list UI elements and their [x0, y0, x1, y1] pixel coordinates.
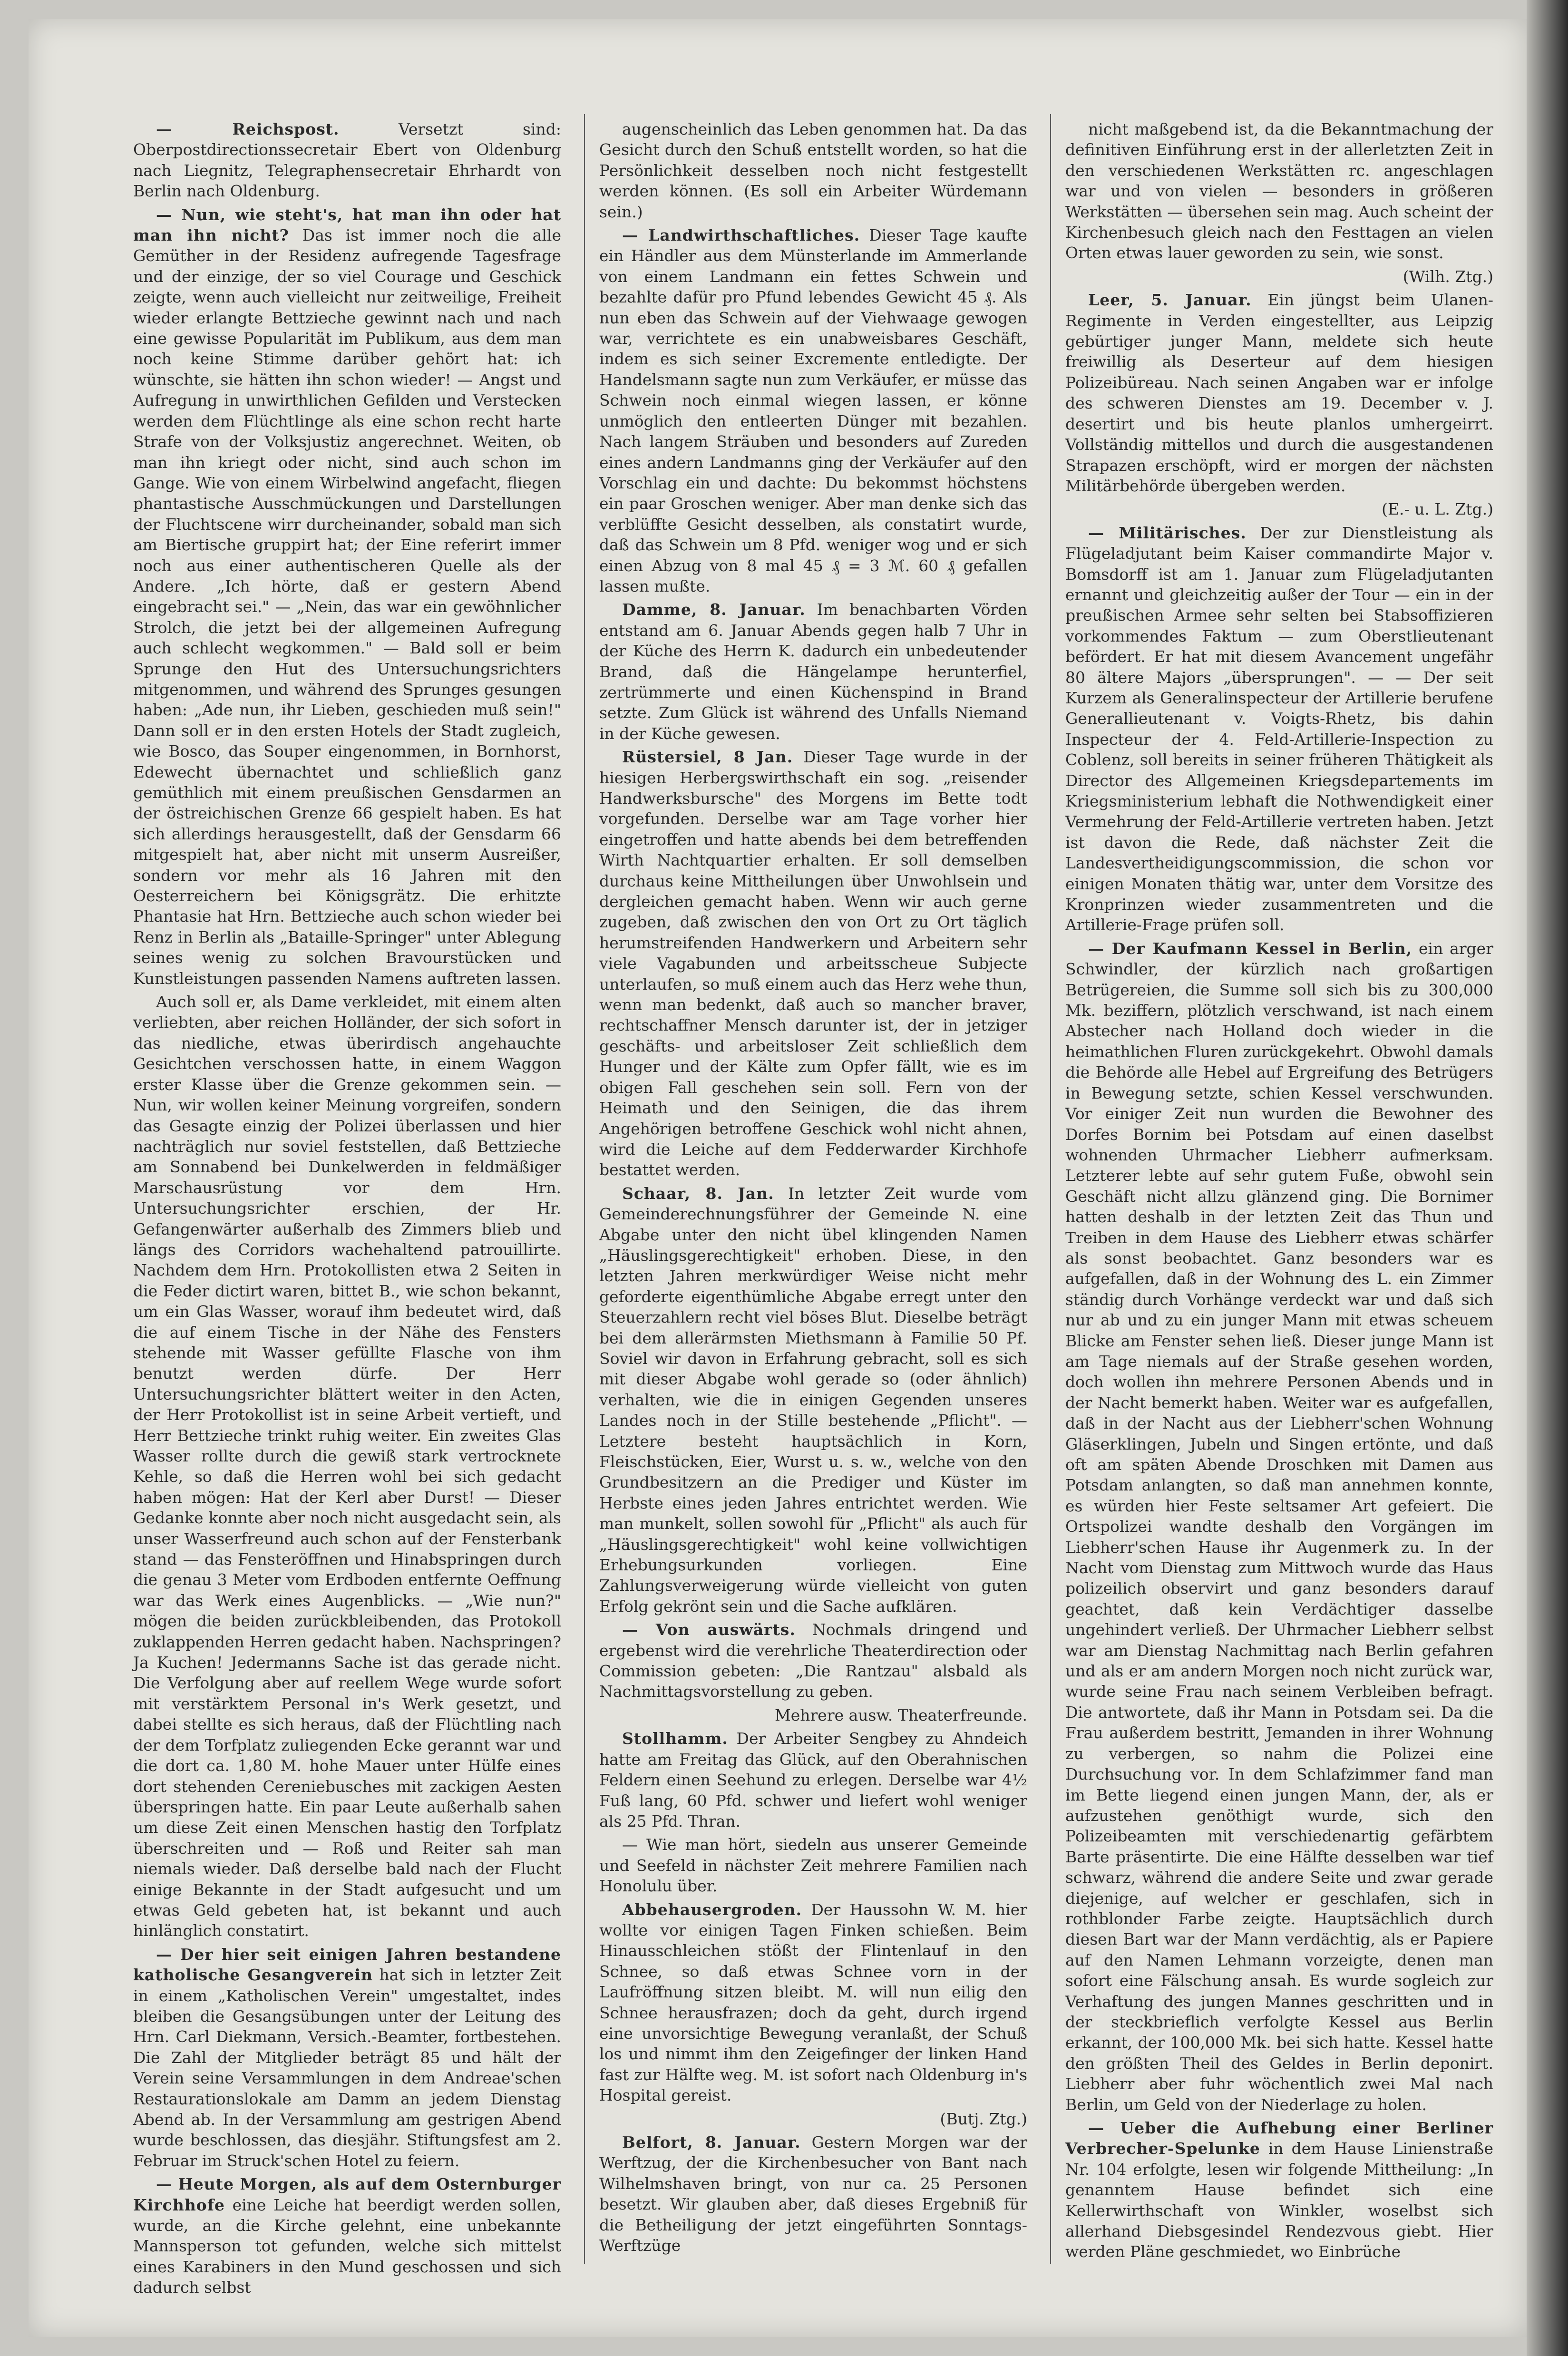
- article-headline: — Von auswärts.: [622, 1620, 796, 1639]
- article-headline: — Nun, wie steht's, hat man ihn oder hat man ihn nicht?: [133, 205, 561, 245]
- article-text: — Wie man hört, siedeln aus unserer Gemeinde und Seefeld in nächster Zeit mehrere Familien nach Honolulu über.: [599, 1835, 1027, 1896]
- article-text: Im benachbarten Vörden entstand am 6. Januar Abends gegen halb 7 Uhr in der Küche des Herrn K. dadurch ein unbedeutender Brand, daß die Hängelampe herunterfiel, zertrümmerte und einen Küchenspind in Brand setzte. Zum Glück ist während des Unfalls Niemand in der Küche gewesen.: [599, 600, 1027, 743]
- column-rule: [584, 114, 585, 2264]
- article-text: nicht maßgebend ist, da die Bekanntmachung der definitiven Einführung erst in der allerletzten Zeit in den verschiedenen Werkstätten rc. angeschlagen war und von vielen — besonders in größeren Werkstätten — übersehen sein mag. Auch scheint der Kirchenbesuch gleich nach den Festtagen an vielen Orten etwas lauer geworden zu sein, wie sonst.: [1065, 120, 1493, 263]
- article-text: Mehrere ausw. Theaterfreunde.: [774, 1705, 1027, 1724]
- article-text: hat sich in letzter Zeit in einem „Katholischen Verein" umgestaltet, indes bleiben die Gesangsübungen unter der Leitung des Hrn. Carl Diekmann, Versich.-Beamter, fortbestehen. Die Zahl der Mitglieder beträgt 85 und hält der Verein seine Versammlungen in dem Andreae'schen Restaurationslokale am Damm an jedem Dienstag Abend ab. In der Versammlung am gestrigen Abend wurde beschlossen, das diesjähr. Stiftungsfest am 2. Februar im Struck'schen Hotel zu feiern.: [133, 1966, 561, 2170]
- article-headline: Rüstersiel, 8 Jan.: [622, 748, 793, 767]
- article-headline: Leer, 5. Januar.: [1088, 291, 1252, 310]
- article-headline: — Heute Morgen, als auf dem Osternburger Kirchhofe: [133, 2175, 561, 2214]
- article-paragraph: [1065, 499, 1493, 519]
- article-headline: Belfort, 8. Januar.: [622, 2133, 801, 2152]
- article-text: ein arger Schwindler, der kürzlich nach großartigen Betrügereien, die Summe soll sich bis zu 300,000 Mk. beziffern, plötzlich verschwand, ist nach einem Abstecher nach Holland doch wieder in die heimathlichen Fluren zurückgekehrt. Obwohl damals die Behörde alle Hebel auf Ergreifung des Betrügers in Bewegung setzte, schien Kessel verschwunden. Vor einiger Zeit nun wurden die Bewohner des Dorfes Bornim bei Potsdam auf einen daselbst wohnenden Uhrmacher Liebherr aufmerksam. Letzterer lebte auf sehr gutem Fuße, obwohl sein Geschäft nicht allzu glänzend ging. Die Bornimer hatten deshalb in der letzten Zeit das Thun und Treiben in dem Hause des Liebherr etwas schärfer als sonst beobachtet. Ganz besonders war es aufgefallen, daß in der Wohnung des L. ein Zimmer ständig durch Vorhänge verdeckt war und daß sich nur ab und zu ein junger Mann mit etwas scheuem Blicke am Fenster sehen ließ. Dieser junge Mann ist am Tage niemals auf der Straße gesehen worden, doch wollen ihn mehrere Personen Abends und in der Nacht bemerkt haben. Weiter war es aufgefallen, daß in der Nacht aus der Liebherr'schen Wohnung Gläserklingen, Jubeln und Singen ertönte, und daß oft am späten Abende Droschken mit Damen aus Potsdam anlangten, so daß man annehmen konnte, es würden hier Feste seltsamer Art gefeiert. Die Ortspolizei wandte deshalb den Vorgängen im Liebherr'schen Hause ihr Augenmerk zu. In der Nacht vom Dienstag zum Mittwoch wurde das Haus polizeilich observirt und ganz besonders darauf geachtet, daß kein Verdächtiger dasselbe ungehindert verließ. Der Uhrmacher Liebherr selbst war am Dienstag Nachmittag nach Berlin gefahren und als er am andern Morgen noch nicht zurück war, wurde seine Frau nach seinem Verbleiben befragt. Die antwortete, daß ihr Mann in Potsdam sei. Da die Frau außerdem bestritt, Jemanden in ihrer Wohnung zu verbergen, so nahm die Polizei eine Durchsuchung vor. In dem Schlafzimmer fand man im Bette liegend einen jungen Mann, der, als er aufzustehen genöthigt wurde, sich den Polizeibeamten mit verschiedenartig gefärbtem Barte präsentirte. Die eine Hälfte desselben war tief schwarz, während die andere Seite und zwar gerade diejenige, auf welcher er geschlafen, sich in rothblonder Farbe zeigte. Hauptsächlich durch diesen Bart war der Mann verdächtig, als er Papiere auf den Namen Lehmann vorzeigte, denen man sofort eine Fälschung ansah. Es wurde sogleich zur Verhaftung des jungen Mannes geschritten und in der steckbrieflich verfolgte Kessel aus Berlin erkannt, der 100,000 Mk. bei sich hatte. Kessel hatte den größten Theil des Geldes in Berlin deponirt. Liebherr aber fuhr wöchentlich zwei Mal nach Berlin, um Geld von der Niederlage zu holen.: [1065, 939, 1493, 2114]
- article-paragraph: [599, 1834, 1027, 1896]
- article-headline: — Landwirthschaftliches.: [622, 226, 860, 245]
- article-text: Auch soll er, als Dame verkleidet, mit einem alten verliebten, aber reichen Holländer, der sich sofort in das niedliche, etwas überirdisch angehauchte Gesichtchen verschossen hatte, in einem Waggon erster Klasse über die Grenze gekommen sein. — Nun, wir wollen keiner Meinung vorgreifen, sondern das Gesagte einzig der Polizei überlassen und hier nachträglich nur soviel feststellen, daß Bettzieche am Sonnabend bei Dunkelwerden in feldmäßiger Marschausrüstung vor dem Hrn. Untersuchungsrichter erschien, der Hr. Gefangenwärter außerhalb des Zimmers blieb und längs des Corridors wachehaltend patrouillirte. Nachdem dem Hrn. Protokollisten etwa 2 Seiten in die Feder dictirt waren, bittet B., wie schon bekannt, um ein Glas Wasser, worauf ihm bedeutet wird, daß die auf einem Tische in der Nähe des Fensters stehende mit Wasser gefüllte Flasche von ihm benutzt werden dürfe. Der Herr Untersuchungsrichter blättert weiter in den Acten, der Herr Protokollist ist in seine Arbeit vertieft, und Herr Bettzieche trinkt ruhig weiter. Ein zweites Glas Wasser rollte durch die gewiß stark vertrocknete Kehle, so daß die Herren wohl bei sich gedacht haben mögen: Hat der Kerl aber Durst! — Dieser Gedanke konnte aber noch nicht ausgedacht sein, als unser Wasserfreund auch schon auf der Fensterbank stand — das Fensteröffnen und Hinabspringen durch die genau 3 Meter vom Erdboden entfernte Oeffnung war das Werk eines Augenblicks. — „Wie nun?" mögen die beiden zurückbleibenden, das Protokoll zuklappenden Herren gedacht haben. Nachspringen? Ja Kuchen! Jedermanns Sache ist das gerade nicht. Die Verfolgung aber auf reellem Wege wurde sofort mit verstärktem Personal in's Werk gesetzt, und dabei stellte es sich heraus, daß der Flüchtling nach der dem Torfplatz zuliegenden Ecke gerannt war und die dort ca. 1,80 M. hohe Mauer unter Hülfe eines dort stehenden Cereniebusches mit zackigen Aesten überspringen hatte. Ein paar Leute außerhalb sahen um diese Zeit einen Menschen hastig den Torfplatz überschreiten und — Roß und Reiter sah man niemals wieder. Daß derselbe bald nach der Flucht einige Bekannte in der Stadt aufgesucht und um etwas Geld gebeten hat, ist bekannt und auch hinlänglich constatirt.: [133, 993, 561, 1940]
- article-text: Dieser Tage wurde in der hiesigen Herbergswirthschaft ein sog. „reisender Handwerksbursche" des Morgens im Bette todt vorgefunden. Derselbe war am Tage vorher hier eingetroffen und hatte abends bei dem betreffenden Wirth Nachtquartier erhalten. Er soll demselben durchaus keine Mittheilungen über Unwohlsein und dergleichen gemacht haben. Wenn wir auch gerne zugeben, daß zwischen den von Ort zu Ort täglich herumstreifenden Handwerkern und Arbeitern sehr viele Vagabunden und arbeitsscheue Subjecte unterlaufen, so muß einem auch das Herz wehe thun, wenn man bedenkt, daß auch so mancher braver, rechtschaffner Mensch darunter ist, der in jetziger geschäfts- und arbeitsloser Zeit schließlich dem Hunger und der Kälte zum Opfer fällt, wie es im obigen Fall geschehen sein soll. Fern von der Heimath und den Seinigen, die das ihrem Angehörigen betroffene Geschick wohl nicht ahnen, wird die Leiche auf dem Fedderwarder Kirchhofe bestattet werden.: [599, 748, 1027, 1179]
- article-text: Der zur Dienstleistung als Flügeladjutant beim Kaiser commandirte Major v. Bomsdorff ist am 1. Januar zum Flügeladjutanten ernannt und gleichzeitig außer der Tour — ein in der preußischen Armee sehr selten bei Stabsoffizieren vorkommendes Faktum — zum Oberstlieutenant befördert. Er hat mit diesem Avancement ungefähr 80 ältere Majors „übersprungen". — — Der seit Kurzem als Generalinspecteur der Artillerie berufene Generallieutenant v. Voigts-Rhetz, bis dahin Inspecteur der 4. Feld-Artillerie-Inspection zu Coblenz, soll bereits in seiner früheren Thätigkeit als Director des Allgemeinen Kriegsdepartements im Kriegsministerium lebhaft die Nothwendigkeit einer Vermehrung der Feld-Artillerie vertreten haben. Jetzt ist davon die Rede, daß nächster Zeit die Landesvertheidigungscommission, die schon vor einigen Monaten thätig war, unter dem Vorsitze des Kronprinzen wieder zusammentreten und die Artillerie-Frage prüfen soll.: [1065, 523, 1493, 935]
- article-headline: Abbehausergroden.: [622, 1900, 802, 1919]
- article-text: Versetzt sind: Oberpostdirectionssecretair Ebert von Oldenburg nach Liegnitz, Telegraphensecretair Ehrhardt von Berlin nach Oldenburg.: [133, 120, 561, 201]
- article-text: Dieser Tage kaufte ein Händler aus dem Münsterlande im Ammerlande von einem Landmann ein fettes Schwein und bezahlte dafür pro Pfund lebendes Gewicht 45 ₰. Als nun eben das Schwein auf der Viehwaage gewogen war, verrichtete es ein unabweisbares Geschäft, indem es sich seiner Excremente entledigte. Der Handelsmann sagte nun zum Verkäufer, er müsse das Schwein noch einmal wiegen lassen, er könne unmöglich den entleerten Dünger mit bezahlen. Nach langem Sträuben und besonders auf Zureden eines andern Landmanns ging der Verkäufer auf den Vorschlag ein und dachte: Du bekommst höchstens ein paar Groschen weniger. Aber man denke sich das verblüffte Gesicht desselben, als constatirt wurde, daß das Schwein um 8 Pfd. weniger wog und er sich einen Abzug von 8 mal 45 ₰ = 3 ℳ. 60 ₰ gefallen lassen mußte.: [599, 226, 1028, 595]
- article-paragraph: [133, 1944, 561, 2171]
- article-headline: — Militärisches.: [1088, 523, 1247, 542]
- article-paragraph: [133, 119, 561, 202]
- article-text: Ein jüngst beim Ulanen-Regimente in Verden eingestellter, aus Leipzig gebürtiger junger Mann, meldete sich heute freiwillig als Deserteur auf dem hiesigen Polizeibüreau. Nach seinen Angaben war er infolge des schweren Dienstes am 19. December v. J. desertirt und bis heute planlos umhergeirrt. Vollständig mittellos und durch die ausgestandenen Strapazen erschöpft, wird er morgen der nächsten Militärbehörde übergeben werden.: [1065, 291, 1493, 495]
- article-paragraph: [599, 119, 1027, 222]
- article-paragraph: [1065, 119, 1493, 263]
- article-paragraph: [599, 1728, 1027, 1831]
- article-paragraph: [1065, 290, 1493, 496]
- article-headline: — Der Kaufmann Kessel in Berlin,: [1088, 939, 1412, 958]
- article-paragraph: [133, 992, 561, 1941]
- article-text: In letzter Zeit wurde vom Gemeinderechnungsführer der Gemeinde N. eine Abgabe unter den nicht übel klingenden Namen „Häuslingsgerechtigkeit" erhoben. Diese, in den letzten Jahren merkwürdiger Weise nicht mehr geforderte eigenthümliche Abgabe erregt unter den Steuerzahlern recht viel böses Blut. Dieselbe beträgt bei dem allerärmsten Miethsmann à Familie 50 Pf. Soviel wir davon in Erfahrung gebracht, soll es sich mit dieser Abgabe wohl gerade so (oder ähnlich) verhalten, wie die in einigen Gegenden unseres Landes noch in der Stille bestehende „Pflicht". — Letztere besteht hauptsächlich in Korn, Fleischstücken, Eier, Wurst u. s. w., welche von den Grundbesitzern an die Prediger und Küster im Herbste eines jeden Jahres entrichtet werden. Wie man munkelt, sollen sowohl für „Pflicht" als auch für „Häuslingsgerechtigkeit" wohl keine vollwichtigen Erhebungsurkunden vorliegen. Eine Zahlungsverweigerung würde vielleicht von guten Erfolg gekrönt sein und die Sache aufklären.: [599, 1184, 1028, 1616]
- article-paragraph: [599, 2132, 1027, 2256]
- article-headline: — Ueber die Aufhebung einer Berliner Verbrecher-Spelunke: [1065, 2119, 1493, 2158]
- article-headline: — Reichspost.: [156, 120, 340, 138]
- article-paragraph: [599, 225, 1027, 596]
- article-paragraph: [599, 1899, 1027, 2106]
- article-text: (Butj. Ztg.): [940, 2109, 1027, 2128]
- column-2: [599, 119, 1027, 2259]
- article-headline: Damme, 8. Januar.: [622, 600, 806, 619]
- article-headline: — Der hier seit einigen Jahren bestandene katholische Gesangverein: [133, 1945, 561, 1985]
- article-paragraph: [1065, 266, 1493, 287]
- article-paragraph: [599, 1619, 1027, 1702]
- article-text: Nochmals dringend und ergebenst wird die verehrliche Theaterdirection oder Commission gebeten: „Die Rantzau" alsbald als Nachmittagsvorstellung zu geben.: [599, 1620, 1027, 1701]
- article-paragraph: [133, 204, 561, 989]
- page-edge-shadow: [1527, 0, 1568, 2356]
- article-headline: Stollhamm.: [622, 1729, 728, 1748]
- article-text: Der Arbeiter Sengbey zu Ahndeich hatte am Freitag das Glück, auf den Oberahnischen Feldern einen Seehund zu erlegen. Derselbe war 4½ Fuß lang, 60 Pfd. schwer und liefert wohl weniger als 25 Pfd. Thran.: [599, 1729, 1027, 1830]
- article-text: (Wilh. Ztg.): [1402, 267, 1493, 286]
- article-text: (E.- u. L. Ztg.): [1382, 500, 1493, 519]
- article-paragraph: [133, 2174, 561, 2298]
- article-text: augenscheinlich das Leben genommen hat. Da das Gesicht durch den Schuß entstellt worden, so hat die Persönlichkeit desselben noch nicht festgestellt werden können. (Es soll ein Arbeiter Würdemann sein.): [599, 120, 1027, 221]
- article-text: Der Haussohn W. M. hier wollte vor einigen Tagen Finken schießen. Beim Hinausschleichen stößt der Flintenlauf in den Schnee, so daß etwas Schnee vorn in der Laufröffnung sitzen bleibt. M. will nun eilig den Schnee herausfrazen; doch da geht, durch irgend eine unvorsichtige Bewegung veranlaßt, der Schuß los und nimmt ihm den Zeigefinger der linken Hand fast zur Hälfte weg. M. ist sofort nach Oldenburg in's Hospital gereist.: [599, 1900, 1027, 2105]
- article-text: Das ist immer noch die alle Gemüther in der Residenz aufregende Tagesfrage und der einzige, der so viel Courage und Geschick zeigte, wenn auch vielleicht nur zeitweilige, Freiheit wieder erlangte Bettzieche gewinnt nach und nach eine gewisse Popularität im Publikum, aus dem man noch keine Stimme darüber gehört hat: ich wünschte, sie hätten ihn schon wieder! — Angst und Aufregung in unwirthlichen Gefilden und Verstecken werden dem Flüchtlinge als eine schon recht harte Strafe von der Volksjustiz angerechnet. Weiten, ob man ihn kriegt oder nicht, sind auch schon im Gange. Wie von einem Wirbelwind angefacht, fliegen phantastische Ausschmückungen und Darstellungen der Fluchtscene wirr durcheinander, sobald man sich am Biertische gruppirt hat; der Eine referirt immer noch aus einer authentischeren Quelle als der Andere. „Ich hörte, daß er gestern Abend eingebracht sei." — „Nein, das war ein gewöhnlicher Strolch, die jetzt bei der allgemeinen Aufregung auch schlecht wegkommen." — Bald soll er beim Sprunge den Hut des Untersuchungsrichters mitgenommen, und während des Sprunges gesungen haben: „Ade nun, ihr Lieben, geschieden muß sein!" Dann soll er in den ersten Hotels der Stadt zugleich, wie Bosco, das Souper eingenommen, in Bornhorst, Edewecht übernachtet und schließlich ganz gemüthlich mit einem preußischen Gensdarmen an der östreichischen Grenze 66 gespielt haben. Es hat sich allerdings herausgestellt, daß der Gensdarm 66 mitgespielt hat, aber nicht mit unserm Ausreißer, sondern vor mehr als 16 Jahren mit den Oesterreichern bei Königsgrätz. Die erhitzte Phantasie hat Hrn. Bettzieche auch schon wieder bei Renz in Berlin als „Bataille-Springer" unter Ablegung seines wenig zu solchen Bravourstücken und Kunstleistungen passenden Namens auftreten lassen.: [133, 226, 561, 988]
- article-paragraph: [599, 1183, 1027, 1617]
- article-text: in dem Hause Linienstraße Nr. 104 erfolgte, lesen wir folgende Mittheilung: „In genanntem Hause befindet sich eine Kellerwirthschaft von Winkler, woselbst sich allerhand Diebsgesindel Rendezvous giebt. Hier werden Pläne geschmiedet, wo Einbrüche: [1065, 2139, 1493, 2261]
- article-text: Gestern Morgen war der Werftzug, der die Kirchenbesucher von Bant nach Wilhelmshaven bringt, von nur ca. 25 Personen besetzt. Wir glauben aber, daß dieses Ergebniß für die Betheiligung der jetzt eingeführten Sonntags-Werftzüge: [599, 2133, 1028, 2255]
- article-paragraph: [1065, 2118, 1493, 2262]
- article-paragraph: [599, 747, 1027, 1180]
- article-paragraph: [1065, 523, 1493, 935]
- column-3: [1065, 119, 1493, 2265]
- article-text: eine Leiche hat beerdigt werden sollen, wurde, an die Kirche gelehnt, eine unbekannte Mannsperson tot gefunden, welche sich mittelst eines Karabiners in den Mund geschossen und sich dadurch selbst: [133, 2195, 561, 2297]
- column-rule: [1050, 114, 1051, 2264]
- article-headline: Schaar, 8. Jan.: [622, 1184, 774, 1203]
- article-paragraph: [599, 2109, 1027, 2129]
- column-1: [133, 119, 561, 2301]
- article-paragraph: [1065, 938, 1493, 2115]
- article-paragraph: [599, 1705, 1027, 1725]
- article-paragraph: [599, 599, 1027, 744]
